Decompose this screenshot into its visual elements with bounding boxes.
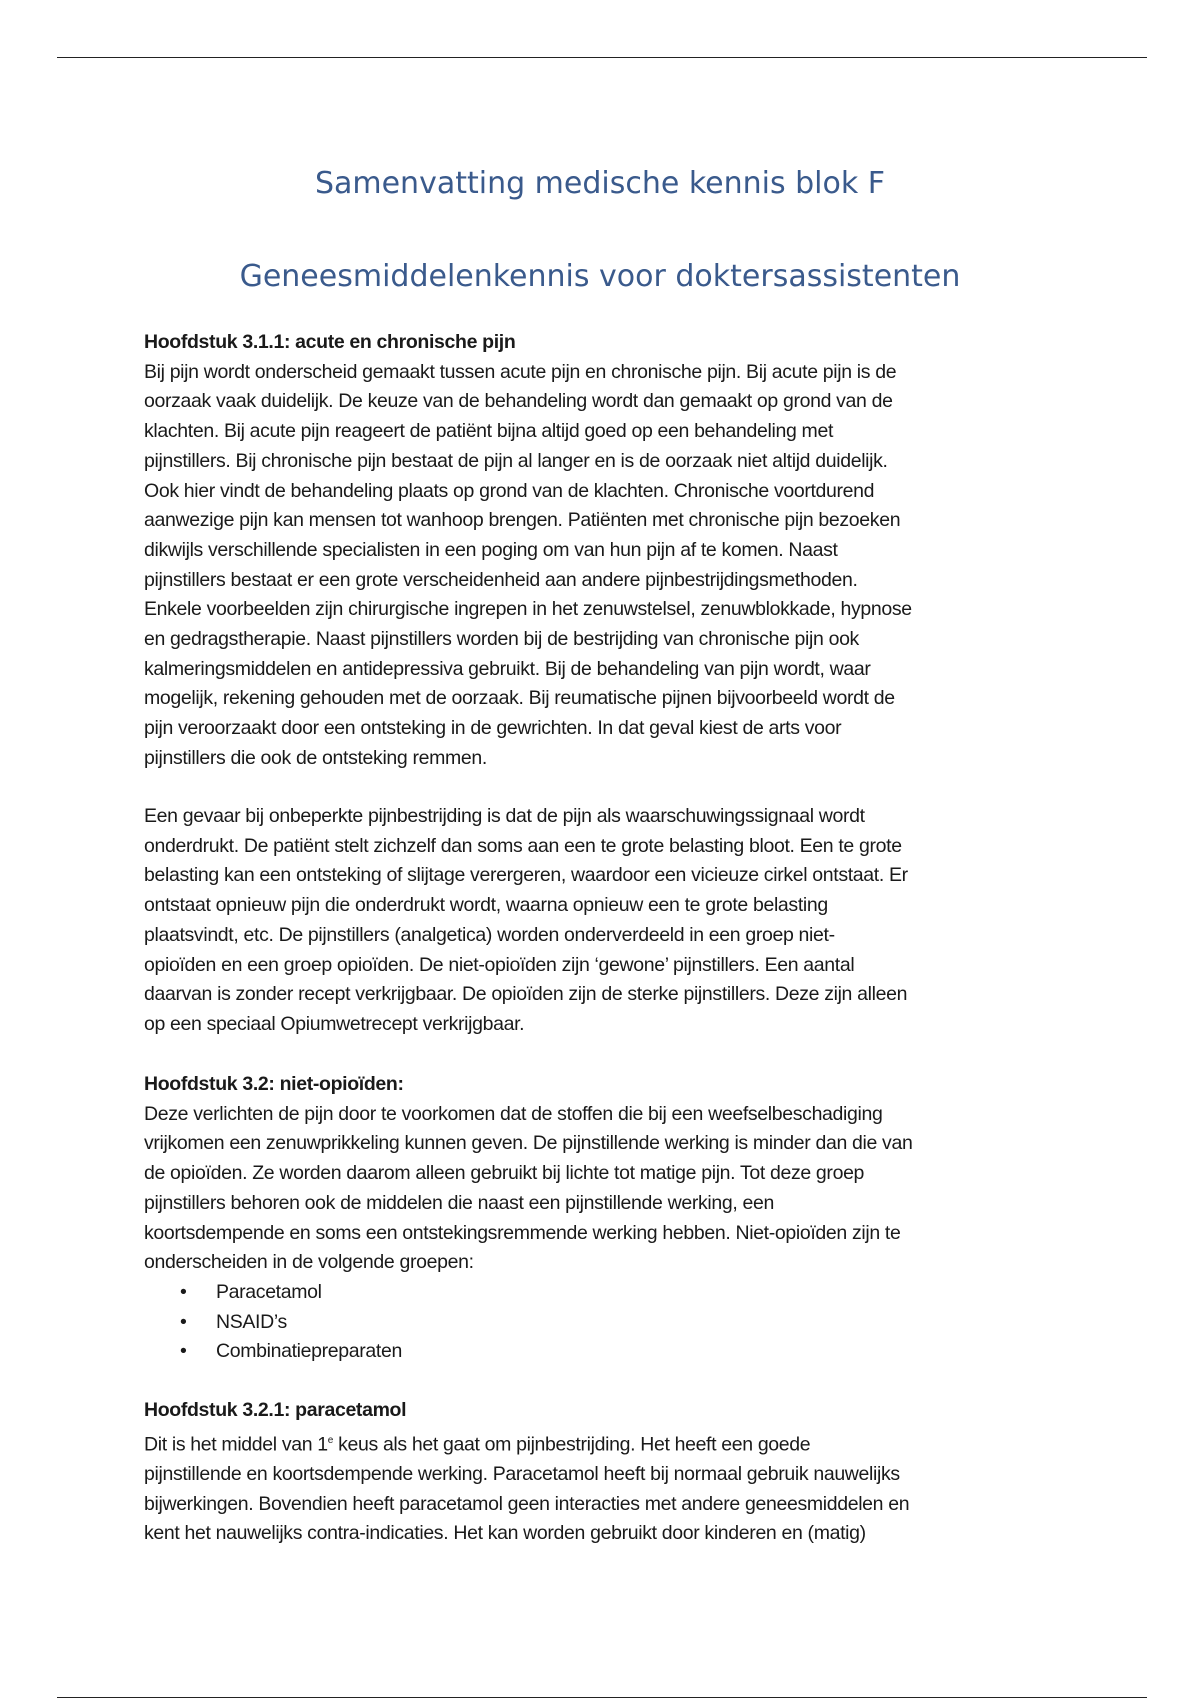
- body-line: ontstaat opnieuw pijn die onderdrukt wordt, waarna opnieuw een te grote belasting: [144, 894, 828, 917]
- body-line: belasting kan een ontsteking of slijtage verergeren, waardoor een vicieuze cirkel ontstaat. Er: [144, 864, 908, 887]
- section-gevaar-pijnbestrijding: [144, 802, 1084, 1040]
- list-item: • NSAID’s: [144, 1308, 1084, 1338]
- body-line: onderscheiden in de volgende groepen:: [144, 1251, 474, 1274]
- body-line: Bij pijn wordt onderscheid gemaakt tussen acute pijn en chronische pijn. Bij acute pijn is de: [144, 360, 897, 383]
- section-body: [144, 1100, 1084, 1278]
- footer-rule: [57, 1697, 1147, 1698]
- section-heading: Hoofdstuk 3.1.1: acute en chronische pijn: [144, 331, 516, 353]
- bullet-icon: •: [180, 1340, 187, 1363]
- body-line: Dit is het middel van 1e keus als het gaat om pijnbestrijding. Het heeft een goede: [144, 1433, 811, 1456]
- bullet-icon: •: [180, 1310, 187, 1333]
- body-line: pijn veroorzaakt door een ontsteking in de gewrichten. In dat geval kiest de arts voor: [144, 717, 842, 740]
- body-line: koortsdempende en soms een ontstekingsremmende werking hebben. Niet-opioïden zijn te: [144, 1221, 901, 1244]
- body-line: de opioïden. Ze worden daarom alleen gebruikt bij lichte tot matige pijn. Tot deze groep: [144, 1162, 865, 1185]
- body-line: en gedragstherapie. Naast pijnstillers worden bij de bestrijding van chronische pijn ook: [144, 628, 859, 651]
- body-line: Deze verlichten de pijn door te voorkomen dat de stoffen die bij een weefselbeschadiging: [144, 1102, 883, 1125]
- body-line: mogelijk, rekening gehouden met de oorzaak. Bij reumatische pijnen bijvoorbeeld wordt de: [144, 687, 895, 710]
- list-item: • Paracetamol: [144, 1278, 1084, 1308]
- body-line: bijwerkingen. Bovendien heeft paracetamol geen interacties met andere geneesmiddelen en: [144, 1492, 910, 1515]
- section-heading: Hoofdstuk 3.2.1: paracetamol: [144, 1399, 407, 1421]
- header-rule: [57, 57, 1147, 58]
- body-line: pijnstillende en koortsdempende werking. Paracetamol heeft bij normaal gebruik nauwelijks: [144, 1462, 900, 1485]
- section-paracetamol: [144, 1396, 1084, 1549]
- body-line: kalmeringsmiddelen en antidepressiva gebruikt. Bij de behandeling van pijn wordt, waar: [144, 657, 871, 680]
- body-line: pijnstillers. Bij chronische pijn bestaat de pijn al langer en is de oorzaak niet altijd duidelijk.: [144, 449, 888, 472]
- body-line: klachten. Bij acute pijn reageert de patiënt bijna altijd goed op een behandeling met: [144, 420, 834, 443]
- bullet-list: [144, 1278, 1084, 1367]
- body-line: oorzaak vaak duidelijk. De keuze van de behandeling wordt dan gemaakt op grond van de: [144, 390, 893, 413]
- body-line: opioïden en een groep opioïden. De niet-opioïden zijn ‘gewone’ pijnstillers. Een aantal: [144, 953, 855, 976]
- body-line: Enkele voorbeelden zijn chirurgische ingrepen in het zenuwstelsel, zenuwblokkade, hypnose: [144, 598, 912, 621]
- body-line: vrijkomen een zenuwprikkeling kunnen geven. De pijnstillende werking is minder dan die van: [144, 1132, 913, 1155]
- body-line: aanwezige pijn kan mensen tot wanhoop brengen. Patiënten met chronische pijn bezoeken: [144, 509, 901, 532]
- section-body: [144, 802, 1084, 1040]
- section-body: [144, 358, 1084, 774]
- document-subtitle: Geneesmiddelenkennis voor doktersassistenten: [239, 259, 961, 294]
- body-line: op een speciaal Opiumwetrecept verkrijgbaar.: [144, 1012, 525, 1035]
- body-line: Ook hier vindt de behandeling plaats op grond van de klachten. Chronische voortdurend: [144, 479, 875, 502]
- body-line: daarvan is zonder recept verkrijgbaar. De opioïden zijn de sterke pijnstillers. Deze zijn alleen: [144, 983, 908, 1006]
- body-line: dikwijls verschillende specialisten in een poging om van hun pijn af te komen. Naast: [144, 538, 838, 561]
- section-body: [144, 1460, 1084, 1549]
- list-item: • Combinatiepreparaten: [144, 1337, 1084, 1367]
- body-line: kent het nauwelijks contra-indicaties. Het kan worden gebruikt door kinderen en (matig): [144, 1522, 866, 1545]
- body-line: onderdrukt. De patiënt stelt zichzelf dan soms aan een te grote belasting bloot. Een te grote: [144, 834, 902, 857]
- body-line: pijnstillers die ook de ontsteking remmen.: [144, 746, 487, 769]
- section-acute-chronische-pijn: [144, 328, 1084, 774]
- body-line: Een gevaar bij onbeperkte pijnbestrijding is dat de pijn als waarschuwingssignaal wordt: [144, 805, 865, 827]
- body-line: pijnstillers behoren ook de middelen die naast een pijnstillende werking, een: [144, 1191, 774, 1214]
- body-line: plaatsvindt, etc. De pijnstillers (analgetica) worden onderverdeeld in een groep niet-: [144, 923, 835, 946]
- body-line: pijnstillers bestaat er een grote verscheidenheid aan andere pijnbestrijdingsmethoden.: [144, 568, 858, 591]
- document-title: Samenvatting medische kennis blok F: [314, 166, 886, 201]
- section-niet-opioiden: [144, 1070, 1084, 1367]
- section-heading: Hoofdstuk 3.2: niet-opioïden:: [144, 1073, 404, 1095]
- bullet-icon: •: [180, 1280, 187, 1303]
